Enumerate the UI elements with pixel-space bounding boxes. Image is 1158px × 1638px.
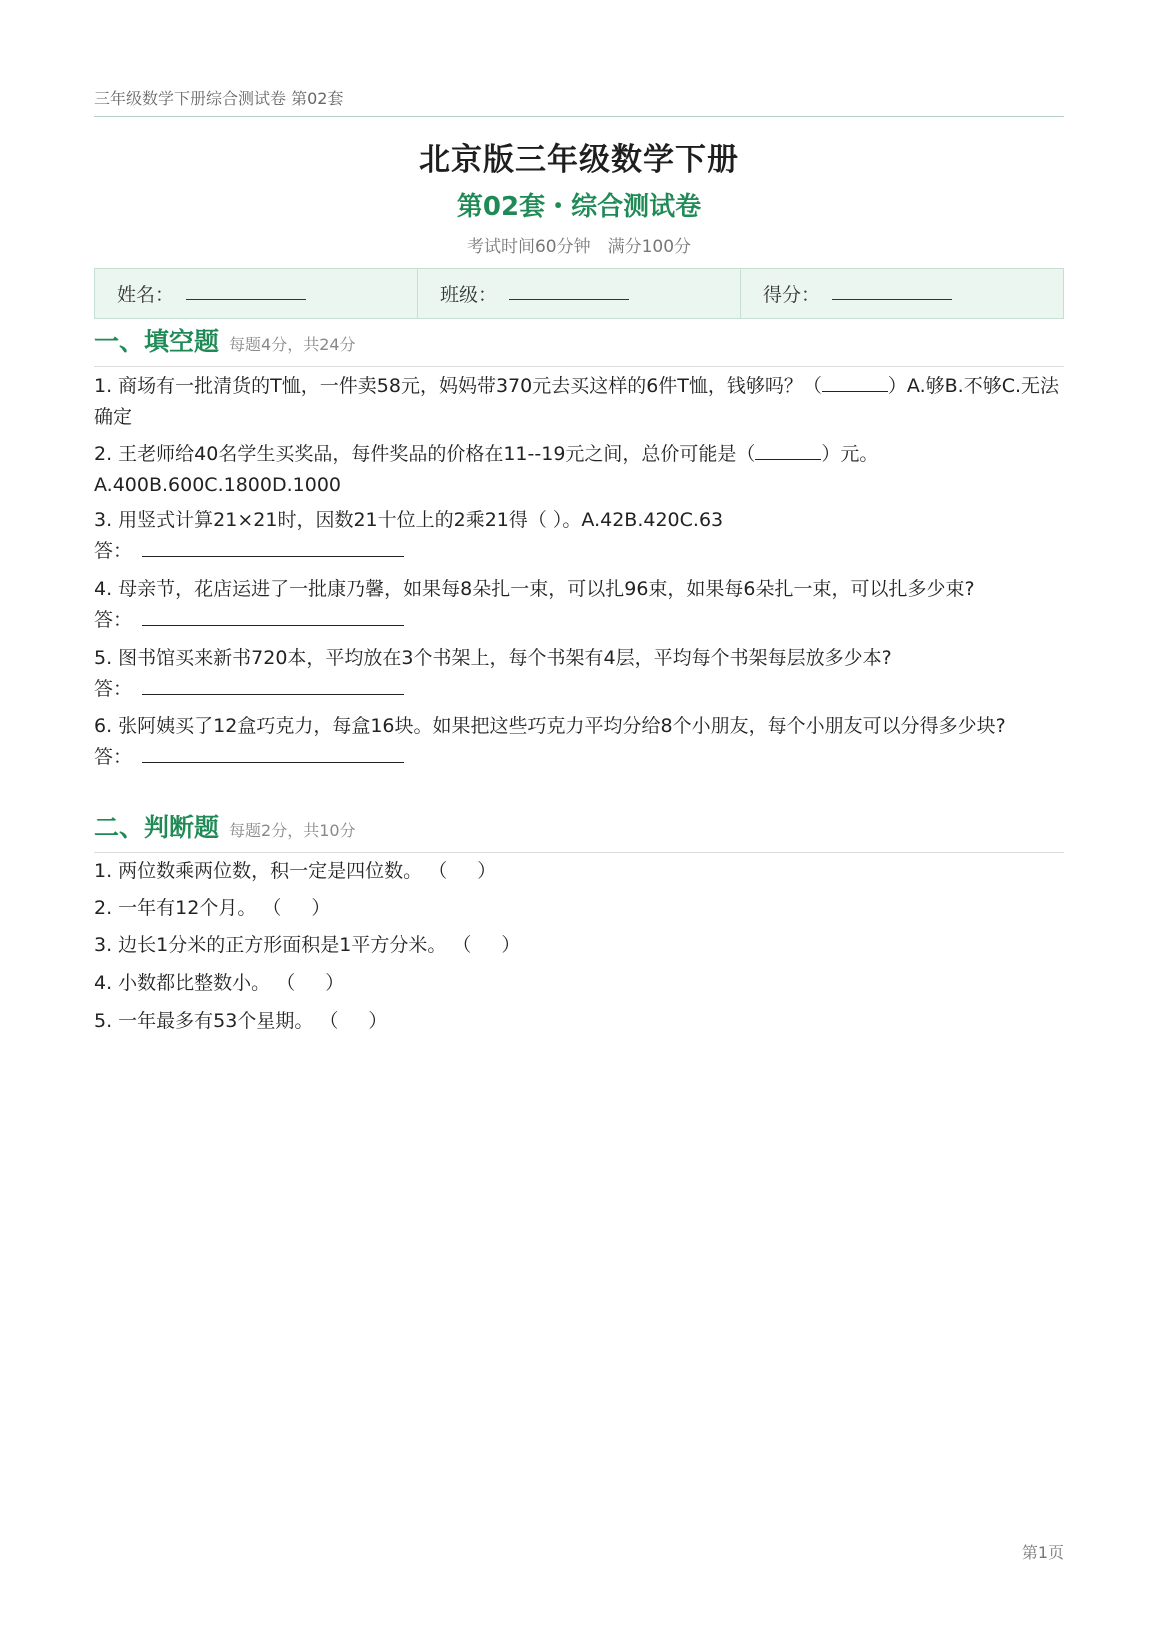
score-blank[interactable] [832, 299, 952, 300]
answer-paren[interactable]: （ ） [319, 1010, 388, 1032]
name-field[interactable] [95, 269, 418, 318]
answer-row [94, 742, 1069, 773]
answer-line[interactable] [142, 674, 404, 695]
question-text: ）A.够B.不够C.无法确定 [94, 375, 1060, 428]
class-label: 班级： [440, 284, 498, 306]
answer-paren[interactable]: （ ） [428, 860, 497, 882]
judge-item-5 [94, 1006, 1069, 1037]
question-3 [94, 505, 1069, 567]
question-text: 2. 王老师给40名学生买奖品，每件奖品的价格在11--19元之间，总价可能是（ [94, 443, 756, 465]
question-text: 5. 一年最多有53个星期。 [94, 1010, 314, 1032]
question-text: 3. 用竖式计算21×21时，因数21十位上的2乘21得（ ）。A.42B.420C.63 [94, 509, 724, 531]
section-true-false-header [94, 808, 1064, 853]
exam-info: 考试时间60分钟 满分100分 [466, 237, 692, 257]
header-divider [94, 116, 1064, 117]
answer-label: 答： [94, 540, 133, 562]
question-1 [94, 371, 1069, 433]
question-text: 4. 母亲节，花店运进了一批康乃馨，如果每8朵扎一束，可以扎96束，如果每6朵扎一束，可以扎多少束? [94, 578, 975, 600]
section-note: 每题2分，共10分 [229, 821, 356, 840]
student-info-table [94, 268, 1064, 319]
question-text: 3. 边长1分米的正方形面积是1平方分米。 [94, 934, 447, 956]
question-text: 1. 两位数乘两位数，积一定是四位数。 [94, 860, 423, 882]
question-text: 6. 张阿姨买了12盒巧克力，每盒16块。如果把这些巧克力平均分给8个小朋友，每个小朋友可以分得多少块? [94, 715, 1006, 737]
question-2 [94, 439, 1069, 501]
running-header: 三年级数学下册综合测试卷 第02套 [94, 89, 344, 108]
answer-row [94, 674, 1069, 705]
score-field[interactable] [741, 269, 1063, 318]
question-text: 2. 一年有12个月。 [94, 897, 257, 919]
section-title: 二、判断题 [94, 813, 220, 842]
answer-row [94, 605, 1069, 636]
class-field[interactable] [418, 269, 741, 318]
page-subtitle: 第02套・综合测试卷 [456, 192, 702, 222]
page-title: 北京版三年级数学下册 [419, 142, 739, 178]
answer-label: 答： [94, 746, 133, 768]
question-text: ）元。A.400B.600C.1800D.1000 [94, 443, 879, 496]
section-title: 一、填空题 [94, 327, 220, 356]
score-label: 得分： [763, 284, 821, 306]
answer-blank[interactable] [755, 441, 821, 460]
judge-item-1 [94, 856, 1069, 887]
question-text: 1. 商场有一批清货的T恤，一件卖58元，妈妈带370元去买这样的6件T恤，钱够吗？（ [94, 375, 822, 397]
page-number: 第1页 [1021, 1543, 1064, 1562]
class-blank[interactable] [509, 299, 629, 300]
answer-label: 答： [94, 609, 133, 631]
judge-item-2 [94, 893, 1069, 924]
answer-row [94, 536, 1069, 567]
answer-paren[interactable]: （ ） [262, 897, 331, 919]
question-text: 5. 图书馆买来新书720本，平均放在3个书架上，每个书架有4层，平均每个书架每层放多少本? [94, 647, 892, 669]
answer-paren[interactable]: （ ） [452, 934, 521, 956]
answer-line[interactable] [142, 742, 404, 763]
answer-paren[interactable]: （ ） [276, 972, 345, 994]
section-fill-blank-header [94, 322, 1064, 367]
question-4 [94, 574, 1069, 636]
answer-blank[interactable] [822, 373, 888, 392]
question-6 [94, 711, 1069, 773]
name-label: 姓名： [117, 284, 175, 306]
question-5 [94, 643, 1069, 705]
name-blank[interactable] [186, 299, 306, 300]
judge-item-4 [94, 968, 1069, 999]
answer-label: 答： [94, 678, 133, 700]
answer-line[interactable] [142, 605, 404, 626]
answer-line[interactable] [142, 536, 404, 557]
section-note: 每题4分，共24分 [229, 335, 356, 354]
judge-item-3 [94, 930, 1069, 961]
question-text: 4. 小数都比整数小。 [94, 972, 271, 994]
